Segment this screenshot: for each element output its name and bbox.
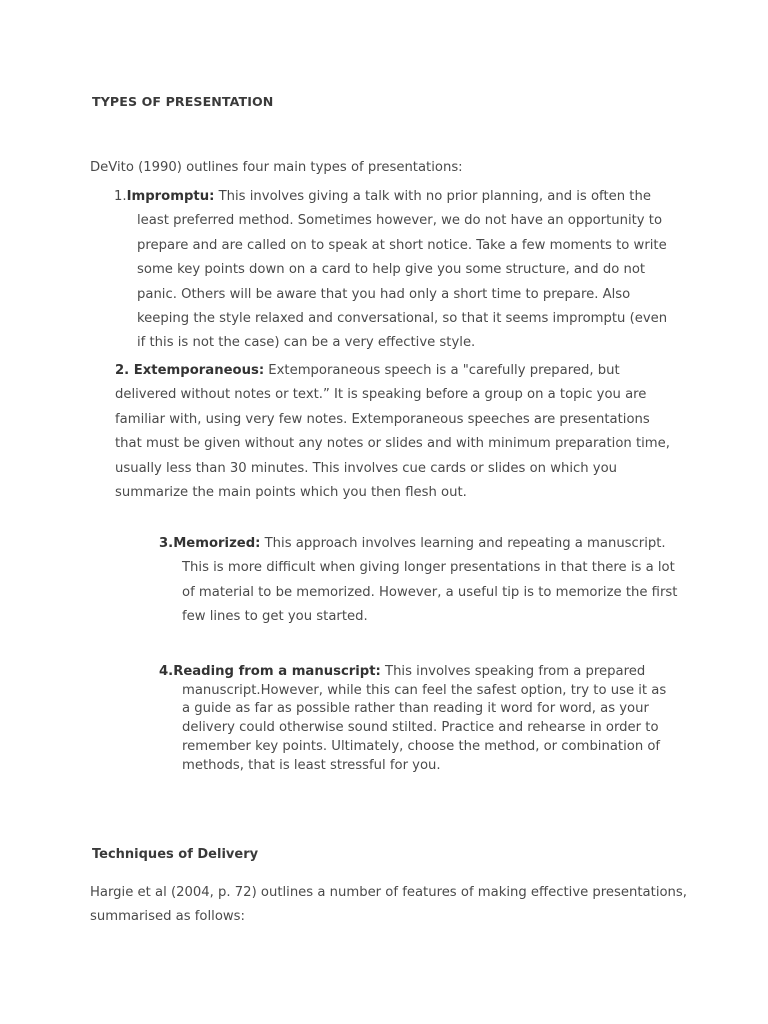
list-item-impromptu	[114, 185, 679, 356]
outro-paragraph: Hargie et al (2004, p. 72) outlines a number of features of making effective presentations, summarised as follows:	[90, 885, 687, 925]
list-item-extemporaneous	[115, 359, 675, 505]
item-term: Impromptu:	[126, 189, 215, 204]
item-text: This approach involves learning and repeating a manuscript. This is more difficult when giving longer presentations in that there is a lot of material to be memorized. However, a useful tip is to memorize the first few lines to get you started.	[182, 536, 678, 625]
section-heading: TYPES OF PRESENTATION	[92, 94, 274, 109]
item-text: This involves speaking from a prepared manuscript.However, while this can feel the safest option, try to use it as a guide as far as possible rather than reading it word for word, as your delivery could otherwise sound stilted. Practice and rehearse in order to remember key points. Ultimately, choose the method, or combination of methods, that is least stressful for you.	[182, 664, 667, 773]
item-number: 1.	[114, 189, 127, 204]
list-item-memorized	[159, 532, 678, 630]
intro-paragraph: DeVito (1990) outlines four main types of presentations:	[90, 160, 463, 175]
list-item-reading-from-manuscript	[159, 663, 678, 775]
item-number: 3.	[159, 536, 174, 551]
item-term: Reading from a manuscript:	[173, 664, 381, 679]
item-term: Extemporaneous:	[133, 363, 265, 378]
item-text: Extemporaneous speech is a "carefully prepared, but delivered without notes or text.” It is speaking before a group on a topic you are familiar with, using very few notes. Extemporaneous speeches are presentations that must be given without any notes or slides and with minimum preparation time, usually less than 30 minutes. This involves cue cards or slides on which you summarize the main points which you then flesh out.	[115, 363, 670, 501]
item-number: 2.	[115, 363, 134, 378]
subsection-heading: Techniques of Delivery	[92, 847, 259, 862]
item-text: This involves giving a talk with no prior planning, and is often the least preferred method. Sometimes however, we do not have an opportunity to prepare and are called on to speak at short notice. Take a few moments to write some key points down on a card to help give you some structure, and do not panic. Others will be aware that you had only a short time to prepare. Also keeping the style relaxed and conversational, so that it seems impromptu (even if this is not the case) can be a very effective style.	[137, 189, 668, 351]
item-number: 4.	[159, 664, 174, 679]
item-term: Memorized:	[173, 536, 261, 551]
